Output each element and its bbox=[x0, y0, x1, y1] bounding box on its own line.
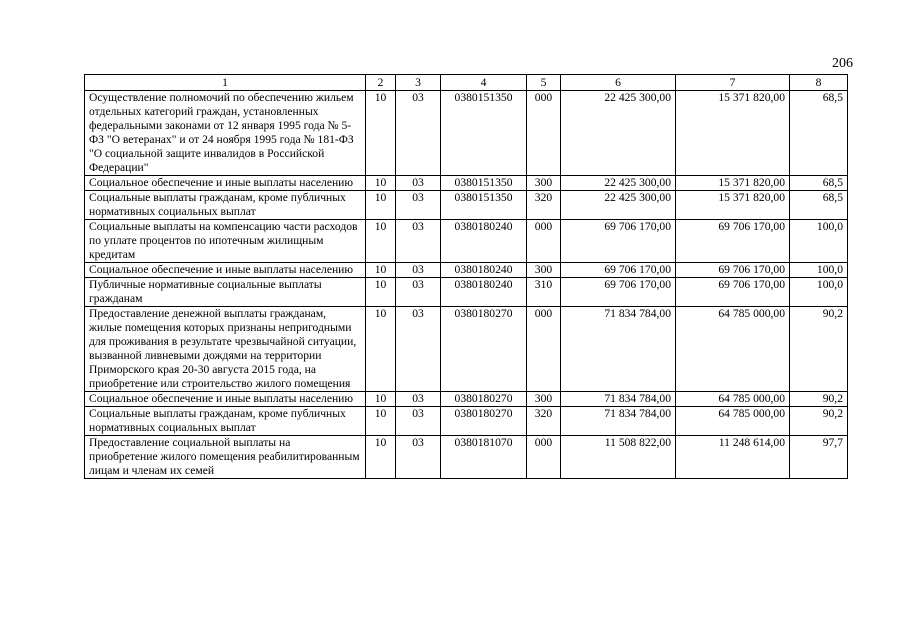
target-article-code: 0380180270 bbox=[441, 392, 527, 407]
actual-amount: 15 371 820,00 bbox=[676, 176, 790, 191]
actual-amount: 69 706 170,00 bbox=[676, 263, 790, 278]
header-cell: 6 bbox=[561, 75, 676, 91]
header-cell: 7 bbox=[676, 75, 790, 91]
expense-name: Социальное обеспечение и иные выплаты населению bbox=[85, 263, 366, 278]
subsection-code: 03 bbox=[396, 263, 441, 278]
target-article-code: 0380180240 bbox=[441, 220, 527, 263]
expense-name: Предоставление денежной выплаты гражданам, жилые помещения которых признаны непригодными для проживания в результате чрезвычайной ситуации, вызванной ливневыми дождями на территории Приморского края 20-30 августа 2015 года, на приобретение или строительство жилого помещения bbox=[85, 307, 366, 392]
table-row bbox=[85, 307, 848, 392]
table-row bbox=[85, 220, 848, 263]
table-row bbox=[85, 191, 848, 220]
execution-percent: 90,2 bbox=[790, 392, 848, 407]
actual-amount: 15 371 820,00 bbox=[676, 91, 790, 176]
planned-amount: 71 834 784,00 bbox=[561, 407, 676, 436]
section-code: 10 bbox=[366, 176, 396, 191]
table-row bbox=[85, 263, 848, 278]
actual-amount: 64 785 000,00 bbox=[676, 307, 790, 392]
header-cell: 4 bbox=[441, 75, 527, 91]
expense-type-code: 000 bbox=[527, 307, 561, 392]
planned-amount: 69 706 170,00 bbox=[561, 278, 676, 307]
target-article-code: 0380180270 bbox=[441, 407, 527, 436]
header-cell: 8 bbox=[790, 75, 848, 91]
budget-table bbox=[84, 74, 848, 479]
target-article-code: 0380180240 bbox=[441, 263, 527, 278]
actual-amount: 69 706 170,00 bbox=[676, 220, 790, 263]
planned-amount: 22 425 300,00 bbox=[561, 91, 676, 176]
expense-name: Осуществление полномочий по обеспечению жильем отдельных категорий граждан, установленных федеральными законами от 12 января 1995 года № 5-ФЗ "О ветеранах" и от 24 ноября 1995 года № 181-ФЗ "О социальной защите инвалидов в Российской Федерации" bbox=[85, 91, 366, 176]
execution-percent: 90,2 bbox=[790, 407, 848, 436]
execution-percent: 100,0 bbox=[790, 263, 848, 278]
planned-amount: 69 706 170,00 bbox=[561, 263, 676, 278]
section-code: 10 bbox=[366, 407, 396, 436]
execution-percent: 100,0 bbox=[790, 278, 848, 307]
planned-amount: 71 834 784,00 bbox=[561, 392, 676, 407]
expense-type-code: 000 bbox=[527, 91, 561, 176]
subsection-code: 03 bbox=[396, 176, 441, 191]
planned-amount: 22 425 300,00 bbox=[561, 176, 676, 191]
target-article-code: 0380151350 bbox=[441, 191, 527, 220]
expense-type-code: 000 bbox=[527, 220, 561, 263]
expense-type-code: 320 bbox=[527, 407, 561, 436]
subsection-code: 03 bbox=[396, 436, 441, 479]
execution-percent: 68,5 bbox=[790, 176, 848, 191]
expense-type-code: 300 bbox=[527, 176, 561, 191]
planned-amount: 69 706 170,00 bbox=[561, 220, 676, 263]
planned-amount: 11 508 822,00 bbox=[561, 436, 676, 479]
table-row bbox=[85, 278, 848, 307]
header-row bbox=[85, 75, 848, 91]
expense-type-code: 320 bbox=[527, 191, 561, 220]
expense-name: Социальное обеспечение и иные выплаты населению bbox=[85, 392, 366, 407]
expense-type-code: 300 bbox=[527, 392, 561, 407]
expense-name: Предоставление социальной выплаты на приобретение жилого помещения реабилитированным лицам и членам их семей bbox=[85, 436, 366, 479]
header-cell: 5 bbox=[527, 75, 561, 91]
subsection-code: 03 bbox=[396, 392, 441, 407]
expense-name: Публичные нормативные социальные выплаты гражданам bbox=[85, 278, 366, 307]
section-code: 10 bbox=[366, 191, 396, 220]
table-row bbox=[85, 407, 848, 436]
actual-amount: 11 248 614,00 bbox=[676, 436, 790, 479]
section-code: 10 bbox=[366, 307, 396, 392]
execution-percent: 90,2 bbox=[790, 307, 848, 392]
planned-amount: 22 425 300,00 bbox=[561, 191, 676, 220]
expense-name: Социальные выплаты гражданам, кроме публичных нормативных социальных выплат bbox=[85, 407, 366, 436]
subsection-code: 03 bbox=[396, 91, 441, 176]
planned-amount: 71 834 784,00 bbox=[561, 307, 676, 392]
actual-amount: 64 785 000,00 bbox=[676, 407, 790, 436]
header-cell: 1 bbox=[85, 75, 366, 91]
target-article-code: 0380151350 bbox=[441, 176, 527, 191]
expense-name: Социальное обеспечение и иные выплаты населению bbox=[85, 176, 366, 191]
expense-type-code: 310 bbox=[527, 278, 561, 307]
actual-amount: 69 706 170,00 bbox=[676, 278, 790, 307]
subsection-code: 03 bbox=[396, 307, 441, 392]
table-row bbox=[85, 436, 848, 479]
actual-amount: 64 785 000,00 bbox=[676, 392, 790, 407]
table-row bbox=[85, 176, 848, 191]
execution-percent: 97,7 bbox=[790, 436, 848, 479]
expense-name: Социальные выплаты гражданам, кроме публичных нормативных социальных выплат bbox=[85, 191, 366, 220]
section-code: 10 bbox=[366, 278, 396, 307]
subsection-code: 03 bbox=[396, 220, 441, 263]
target-article-code: 0380181070 bbox=[441, 436, 527, 479]
execution-percent: 68,5 bbox=[790, 191, 848, 220]
subsection-code: 03 bbox=[396, 278, 441, 307]
target-article-code: 0380180270 bbox=[441, 307, 527, 392]
expense-type-code: 300 bbox=[527, 263, 561, 278]
section-code: 10 bbox=[366, 436, 396, 479]
target-article-code: 0380180240 bbox=[441, 278, 527, 307]
execution-percent: 100,0 bbox=[790, 220, 848, 263]
table-row bbox=[85, 91, 848, 176]
expense-name: Социальные выплаты на компенсацию части расходов по уплате процентов по ипотечным жилищным кредитам bbox=[85, 220, 366, 263]
target-article-code: 0380151350 bbox=[441, 91, 527, 176]
execution-percent: 68,5 bbox=[790, 91, 848, 176]
section-code: 10 bbox=[366, 91, 396, 176]
actual-amount: 15 371 820,00 bbox=[676, 191, 790, 220]
section-code: 10 bbox=[366, 392, 396, 407]
expense-type-code: 000 bbox=[527, 436, 561, 479]
header-cell: 3 bbox=[396, 75, 441, 91]
page-number: 206 bbox=[832, 56, 853, 71]
subsection-code: 03 bbox=[396, 191, 441, 220]
header-cell: 2 bbox=[366, 75, 396, 91]
section-code: 10 bbox=[366, 220, 396, 263]
table-row bbox=[85, 392, 848, 407]
subsection-code: 03 bbox=[396, 407, 441, 436]
section-code: 10 bbox=[366, 263, 396, 278]
